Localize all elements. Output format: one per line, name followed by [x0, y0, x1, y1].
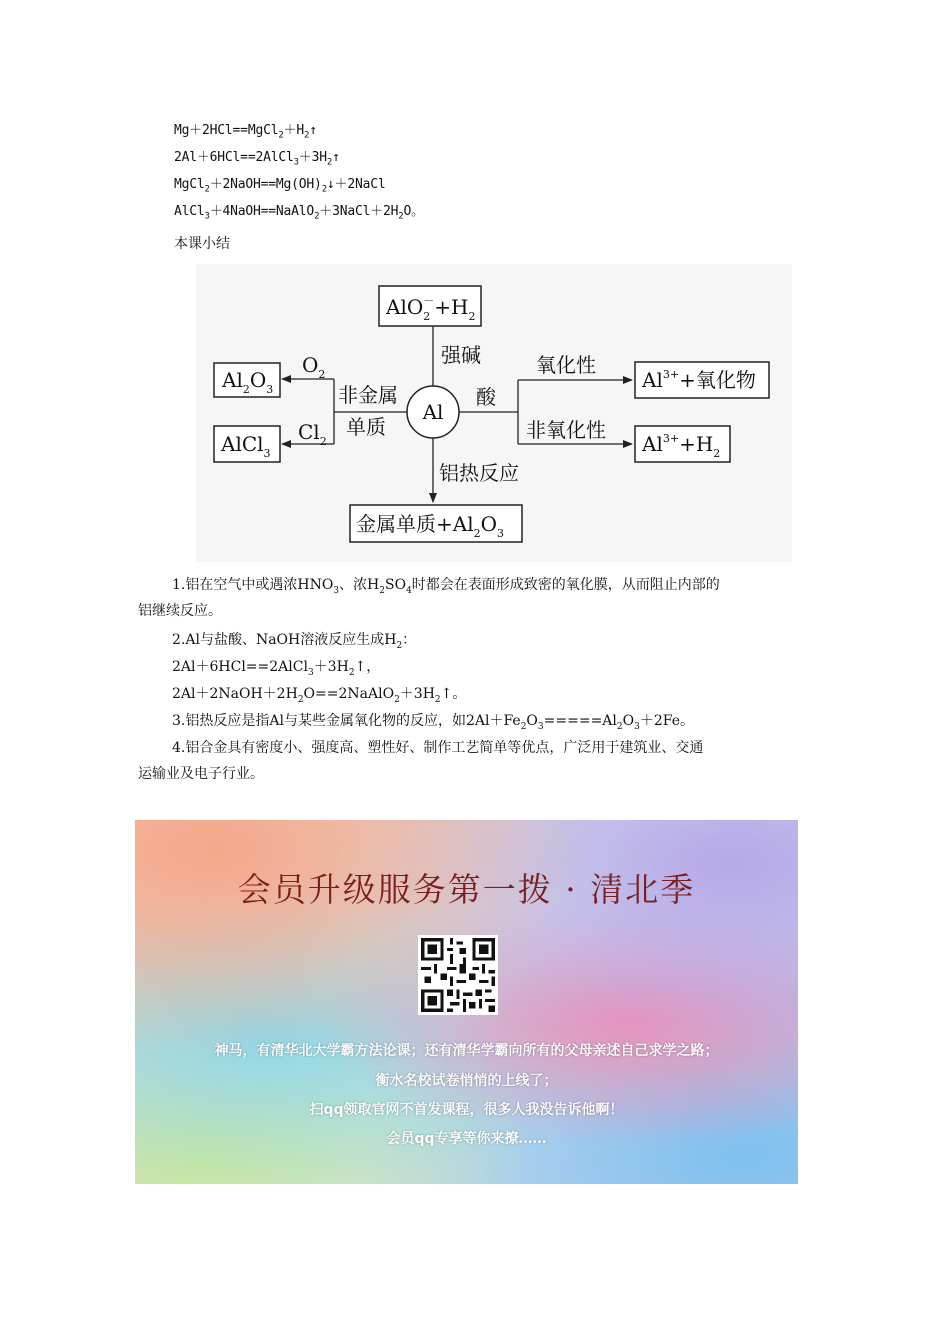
top-product-label: $AlO_2-+H_2$	[386, 294, 476, 323]
text-run: ＋H	[283, 123, 304, 138]
reaction-equation	[174, 175, 385, 195]
text-run: 1.铝在空气中或遇浓HNO	[172, 577, 334, 593]
banner-line-2: 衡水名校试卷悄悄的上线了；	[375, 1073, 558, 1089]
text-run: 3	[537, 721, 544, 732]
left-upper-product-label: $Al_2O_3$	[222, 368, 274, 396]
text-run: AlCl	[174, 204, 205, 219]
right-label: 酸	[476, 385, 496, 409]
text-run: 2	[379, 585, 385, 596]
text-run: ：	[402, 632, 417, 648]
text-run: ↑	[332, 150, 340, 165]
center-label: Al	[422, 400, 444, 424]
text-run: 2.Al与盐酸、NaOH溶液反应生成H	[172, 632, 397, 648]
text-run: O。	[403, 204, 424, 219]
right-lower-product-label: $Al^{3+}+H_2$	[642, 432, 721, 460]
text-run: 4	[406, 585, 412, 596]
text-run: 3	[204, 211, 210, 222]
text-run: ↑，	[354, 659, 381, 675]
text-run: MgCl	[174, 177, 205, 192]
text-run: =====Al	[543, 713, 617, 729]
right-lower-label: 非氧化性	[526, 418, 606, 442]
text-run: O	[526, 713, 538, 729]
right-upper-label: 氧化性	[536, 353, 596, 377]
text-run: 、浓H	[339, 577, 380, 593]
text-run: 2	[321, 184, 327, 195]
left-label-2: 单质	[346, 415, 386, 439]
top-label: 强碱	[441, 343, 481, 367]
text-run: 2	[396, 640, 403, 651]
text-run: ＋3H	[399, 686, 435, 702]
banner-line-1: 神马，有清华北大学霸方法论课；还有清华学霸向所有的父母亲述自己求学之路；	[214, 1043, 719, 1059]
text-run: 2	[348, 667, 355, 678]
banner-line-3: 扫qq领取官网不首发课程，很多人我没告诉他啊！	[309, 1102, 624, 1118]
key-point-continuation: 运输业及电子行业。	[138, 766, 264, 782]
text-run: ↑。	[440, 686, 467, 702]
text-run: 2	[278, 130, 284, 141]
qr-code-icon[interactable]	[418, 935, 498, 1015]
aluminum-summary-diagram	[196, 264, 792, 562]
text-run: 2	[297, 694, 304, 705]
reaction-equation	[174, 202, 424, 222]
text-run: 2	[520, 721, 527, 732]
reaction-equation	[174, 148, 340, 168]
text-run: 2Al＋6HCl==2AlCl	[172, 659, 308, 675]
text-run: 3	[293, 157, 299, 168]
text-run: 2	[398, 211, 404, 222]
diagram-svg	[196, 264, 792, 562]
text-run: 2Al＋6HCl==2AlCl	[174, 150, 294, 165]
text-run: ＋2Fe。	[639, 713, 694, 729]
banner-line-4: 会员qq专享等你来撩……	[386, 1131, 547, 1147]
text-run: 4.铝合金具有密度小、强度高、塑性好、制作工艺简单等优点，广泛用于建筑业、交通	[172, 740, 704, 756]
text-run: ＋4NaOH==NaAlO	[209, 204, 315, 219]
text-run: 3	[307, 667, 314, 678]
text-run: ↑	[309, 123, 317, 138]
bottom-label: 铝热反应	[439, 461, 519, 485]
text-run: 2Al＋2NaOH＋2H	[172, 686, 298, 702]
text-run: 2	[326, 157, 333, 168]
text-run: 2	[204, 184, 210, 195]
text-run: 2	[434, 694, 441, 705]
text-run: ＋3H	[298, 150, 327, 165]
text-run: Mg＋2HCl==MgCl	[174, 123, 279, 138]
key-point-continuation: 铝继续反应。	[138, 603, 222, 619]
text-run: 3	[333, 585, 340, 596]
key-point	[138, 735, 808, 787]
summary-heading: 本课小结	[174, 236, 230, 252]
text-run: 2	[394, 694, 400, 705]
text-run: 3	[634, 721, 640, 732]
text-run: ＋3NaCl＋2H	[319, 204, 399, 219]
banner-title: 会员升级服务第一拨 · 清北季	[237, 870, 696, 909]
promo-banner[interactable]	[135, 820, 798, 1184]
text-run: ↓＋2NaCl	[326, 177, 386, 192]
key-point	[138, 654, 808, 680]
text-run: 时都会在表面形成致密的氧化膜，从而阻止内部的	[411, 577, 720, 593]
key-point	[138, 572, 808, 624]
text-run: 2	[616, 721, 623, 732]
text-run: 2	[314, 211, 320, 222]
text-run: 3.铝热反应是指Al与某些金属氧化物的反应，如2Al＋Fe	[172, 713, 521, 729]
text-run: 2	[303, 130, 310, 141]
right-upper-product-label: $Al^{3+}+$氧化物	[642, 368, 756, 392]
text-run: O	[622, 713, 635, 729]
text-run: O==2NaAlO	[303, 686, 395, 702]
left-lower-reagent: $Cl_2$	[298, 420, 327, 448]
left-lower-product-label: AlCl$_3$	[221, 432, 271, 460]
left-label-1: 非金属	[338, 383, 398, 407]
text-run: SO	[384, 577, 407, 593]
reaction-equation	[174, 121, 317, 141]
bottom-product-label: 金属单质$+Al_2O_3$	[356, 512, 505, 540]
left-upper-reagent: $O_2$	[302, 353, 326, 381]
key-point	[138, 627, 808, 653]
key-point	[138, 681, 808, 707]
key-point	[138, 708, 808, 734]
text-run: ＋2NaOH==Mg(OH)	[209, 177, 322, 192]
text-run: ＋3H	[313, 659, 349, 675]
